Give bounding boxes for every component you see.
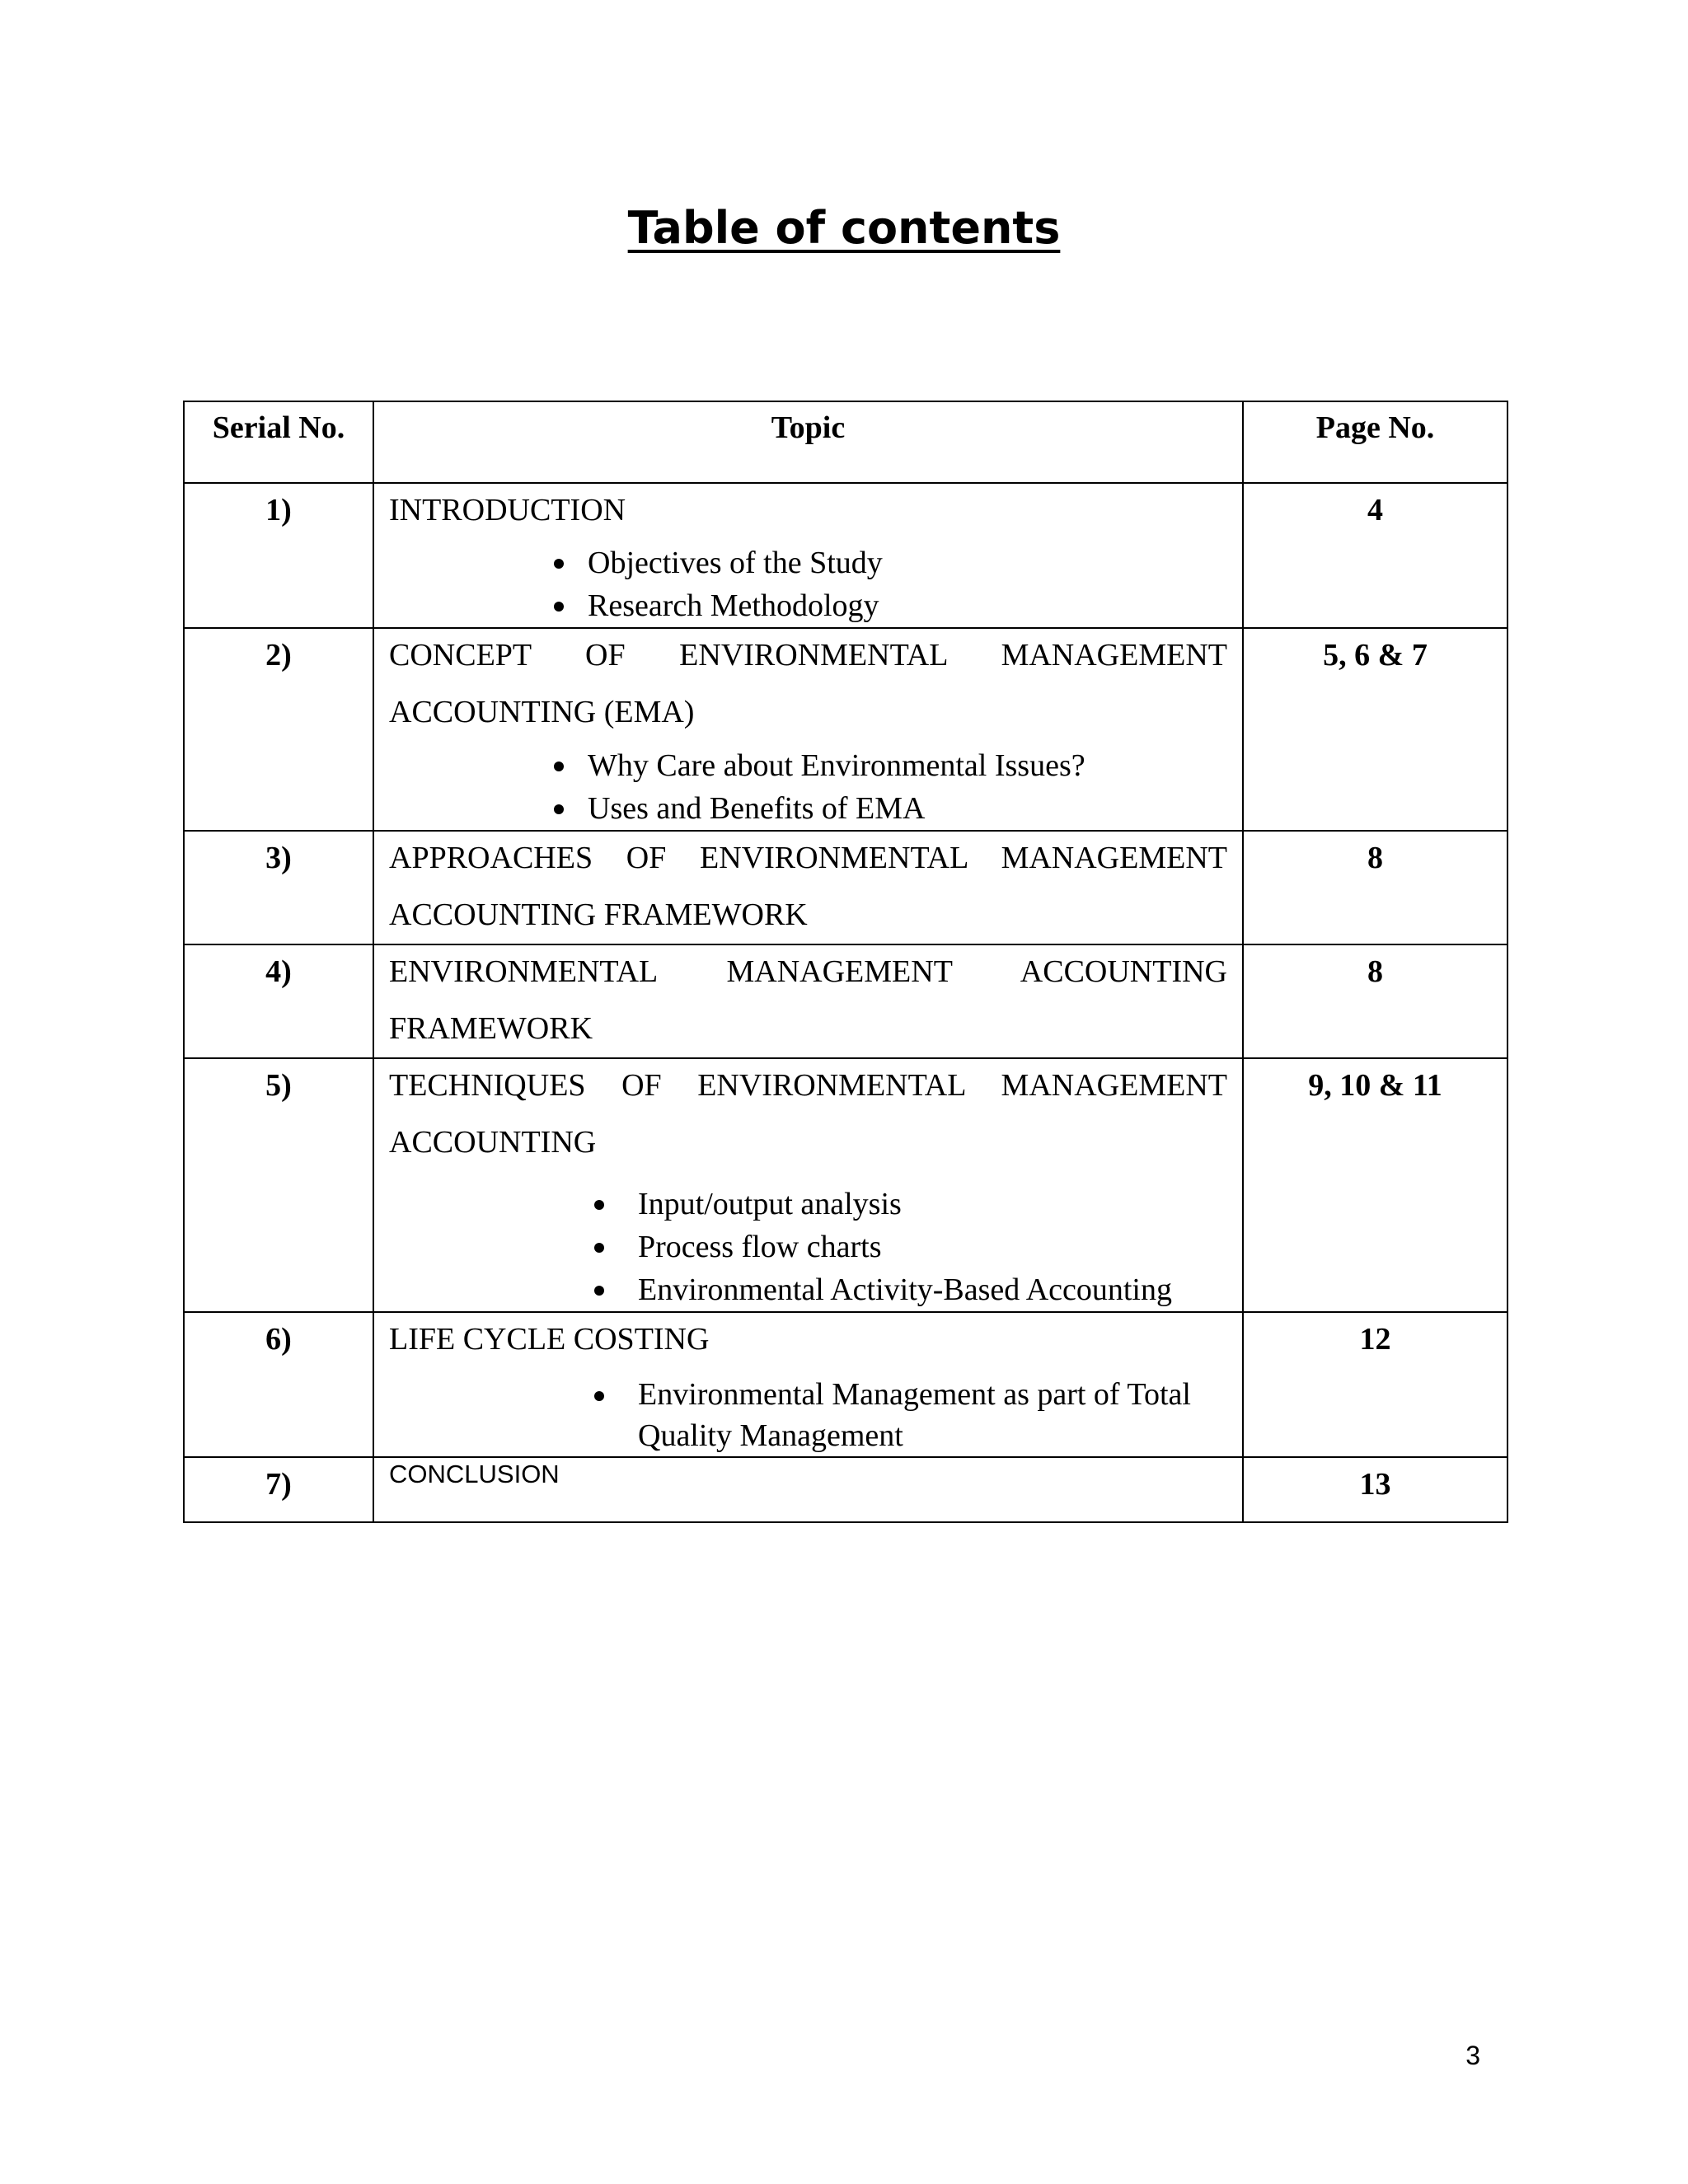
list-item: Why Care about Environmental Issues? — [588, 744, 1227, 787]
list-item: Research Methodology — [588, 584, 1227, 627]
page-number-cell: 9, 10 & 11 — [1243, 1058, 1507, 1312]
list-item: Process flow charts — [638, 1226, 1227, 1268]
bullet-icon — [594, 1391, 604, 1401]
bullet-icon — [594, 1286, 604, 1296]
topic-title: LIFE CYCLE COSTING — [389, 1322, 710, 1357]
topic-cell — [373, 483, 1243, 628]
bullet-icon — [554, 602, 564, 612]
bullet-icon — [594, 1200, 604, 1210]
table-row — [184, 944, 1507, 1058]
page-number-cell: 12 — [1243, 1312, 1507, 1457]
table-row — [184, 628, 1507, 831]
topic-title: INTRODUCTION — [389, 493, 626, 527]
serial-cell: 3) — [184, 831, 373, 944]
page-number-cell: 8 — [1243, 831, 1507, 944]
list-item: Input/output analysis — [638, 1183, 1227, 1226]
table-row — [184, 483, 1507, 628]
serial-cell: 1) — [184, 483, 373, 628]
page-number-cell: 8 — [1243, 944, 1507, 1058]
table-row — [184, 1457, 1507, 1522]
page-number: 3 — [1465, 2041, 1480, 2070]
topic-cell — [373, 1058, 1243, 1312]
topic-cell — [373, 1457, 1243, 1522]
serial-cell: 6) — [184, 1312, 373, 1457]
topic-cell — [373, 944, 1243, 1058]
topic-cell — [373, 628, 1243, 831]
bullet-icon — [554, 762, 564, 771]
subtopic-list — [389, 541, 1227, 627]
table-header-row — [184, 401, 1507, 483]
list-item: Environmental Activity-Based Accounting — [638, 1268, 1227, 1311]
serial-cell: 5) — [184, 1058, 373, 1312]
serial-cell: 2) — [184, 628, 373, 831]
bullet-icon — [554, 804, 564, 814]
bullet-icon — [554, 559, 564, 569]
topic-title: APPROACHES OF ENVIRONMENTAL MANAGEMENT ACCOUNTING FRAMEWORK — [389, 841, 1227, 932]
page-number-cell: 5, 6 & 7 — [1243, 628, 1507, 831]
list-item: Objectives of the Study — [588, 541, 1227, 584]
list-item: Uses and Benefits of EMA — [588, 787, 1227, 830]
topic-title: ENVIRONMENTAL MANAGEMENT ACCOUNTING FRAMEWORK — [389, 954, 1227, 1046]
subtopic-list — [389, 1183, 1227, 1311]
header-topic: Topic — [373, 401, 1243, 483]
table-row — [184, 1058, 1507, 1312]
topic-cell — [373, 831, 1243, 944]
topic-title: CONCEPT OF ENVIRONMENTAL MANAGEMENT ACCOUNTING (EMA) — [389, 638, 1227, 729]
topic-cell — [373, 1312, 1243, 1457]
page-number-cell: 4 — [1243, 483, 1507, 628]
contents-table — [183, 401, 1508, 1523]
page-title: Table of contents — [627, 202, 1061, 254]
header-page: Page No. — [1243, 401, 1507, 483]
table-row — [184, 1312, 1507, 1457]
page-number-cell: 13 — [1243, 1457, 1507, 1522]
topic-title: TECHNIQUES OF ENVIRONMENTAL MANAGEMENT ACCOUNTING — [389, 1068, 1227, 1160]
list-item: Environmental Management as part of Total Quality Management — [638, 1374, 1227, 1456]
table-row — [184, 831, 1507, 944]
bullet-icon — [594, 1243, 604, 1253]
serial-cell: 7) — [184, 1457, 373, 1522]
subtopic-list — [389, 1374, 1227, 1456]
subtopic-list — [389, 744, 1227, 830]
serial-cell: 4) — [184, 944, 373, 1058]
topic-title: CONCLUSION — [389, 1460, 560, 1488]
header-serial: Serial No. — [184, 401, 373, 483]
